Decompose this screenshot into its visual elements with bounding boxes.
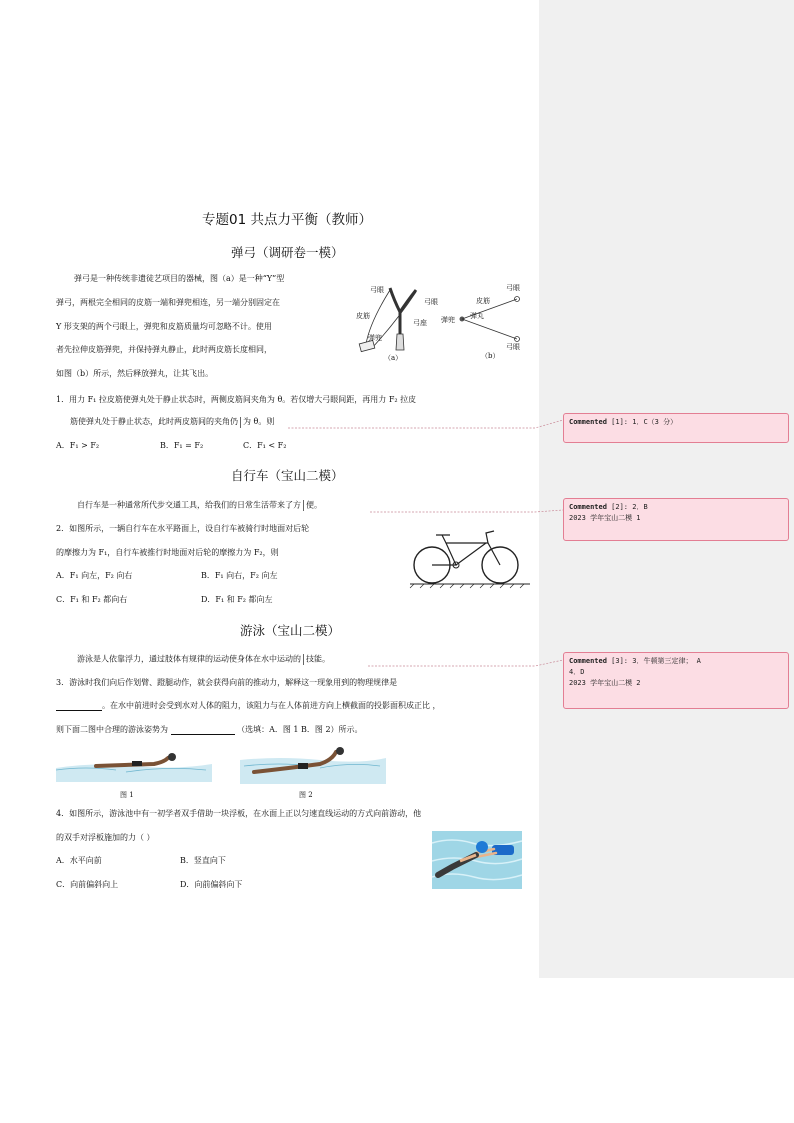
swimmer-figure-1 — [56, 748, 212, 782]
fig-label-b: （b） — [481, 352, 500, 360]
q1-option-c: C．F₁ < F₂ — [243, 441, 287, 450]
q2-option-d: D．F₁ 和 F₂ 都向左 — [201, 595, 273, 604]
question-3-line-3: 则下面二图中合理的游泳姿势为 （选填：A．图 1 B．图 2）所示。 — [56, 725, 363, 734]
connector-3 — [368, 660, 563, 666]
question-4-line-2: 的双手对浮板施加的力（ ） — [56, 833, 155, 842]
section-heading-slingshot: 弹弓（调研卷一模） — [231, 245, 344, 260]
figure-2-caption: 图 2 — [299, 791, 313, 799]
slingshot-intro-line-3: Y 形支架的两个弓眼上，弹兜和皮筋质量均可忽略不计。使用 — [56, 322, 272, 331]
q3-answer-blank-1[interactable] — [56, 700, 102, 711]
bicycle-figure — [408, 527, 532, 589]
figure-1-caption: 图 1 — [120, 791, 134, 799]
q3-answer-blank-2[interactable] — [171, 724, 235, 735]
comment-2[interactable]: Commented [2]: 2．B 2023 学年宝山二模 1 — [563, 498, 789, 541]
q4-option-c: C．向前偏斜向上 — [56, 880, 119, 889]
bike-frame — [432, 531, 500, 565]
swimming-intro: 游泳是人依靠浮力，通过肢体有规律的运动使身体在水中运动的 技能。 — [77, 654, 330, 664]
bicycle-intro: 自行车是一种通常所代步交通工具，给我们的日常生活带来了方 便。 — [77, 500, 322, 510]
q4-option-d: D．向前偏斜向下 — [180, 880, 243, 889]
question-1-line-1: 1．用力 F₁ 拉皮筋使弹丸处于静止状态时，两侧皮筋间夹角为 θ。若仅增大弓眼间距，再用力 F₂ 拉皮 — [56, 395, 417, 404]
q1-option-a: A．F₁ > F₂ — [56, 441, 100, 450]
q2-option-a: A．F₁ 向左，F₂ 向右 — [56, 571, 133, 580]
fig-label-gongzuo: 弓座 — [413, 319, 427, 327]
q4-option-b: B．竖直向下 — [180, 856, 226, 865]
fig-label-pijin-b: 皮筋 — [476, 297, 490, 305]
comment-anchor-1 — [240, 417, 241, 428]
section-heading-bicycle: 自行车（宝山二模） — [231, 468, 344, 483]
q2-option-b: B．F₁ 向右，F₂ 向左 — [201, 571, 278, 580]
fig-label-gongyan-4: 弓眼 — [506, 343, 520, 351]
connector-2 — [370, 510, 563, 512]
swimmer-figure-2 — [240, 746, 386, 784]
question-2-line-2: 的摩擦力为 F₁，自行车被推行时地面对后轮的摩擦力为 F₂，则 — [56, 548, 279, 557]
swim-cap — [476, 841, 488, 853]
question-2-line-1: 2．如图所示，一辆自行车在水平路面上，设自行车被骑行时地面对后轮 — [56, 524, 310, 533]
page-title: 专题01 共点力平衡（教师） — [202, 212, 372, 228]
q2-option-c: C．F₁ 和 F₂ 都向右 — [56, 595, 128, 604]
comment-anchor-2 — [303, 500, 304, 511]
slingshot-intro-line-1: 弹弓是一种传统非遗徒艺项目的器械，图（a）是一种“Y”型 — [74, 274, 285, 283]
slingshot-intro-line-2: 弹弓，两根完全相同的皮筋一端和弹兜相连，另一端分别固定在 — [56, 298, 280, 307]
question-3-line-1: 3．游泳时我们向后作划臂、蹬腿动作，就会获得向前的推动力，解释这一现象用到的物理规律是 — [56, 678, 398, 687]
section-heading-swimming: 游泳（宝山二模） — [240, 623, 341, 638]
fig-label-gongyan-1: 弓眼 — [370, 286, 384, 294]
question-1-line-2: 筋使弹丸处于静止状态，此时两皮筋间的夹角仍 为 θ。则 — [70, 417, 275, 426]
question-3-line-2: 。在水中前进时会受到水对人体的阻力，该阻力与在人体前进方向上横截面的投影面积成正比 ， — [56, 700, 441, 711]
q4-option-a: A．水平向前 — [56, 856, 102, 865]
fig-label-pijin-a: 皮筋 — [356, 312, 370, 320]
slingshot-intro-line-5: 如图（b）所示，然后释放弹丸，让其飞出。 — [56, 369, 214, 378]
connector-1 — [288, 420, 563, 428]
comment-1[interactable]: Commented [1]: 1．C（3 分） — [563, 413, 789, 443]
question-4-line-1: 4．如图所示，游泳池中有一初学者双手借助一块浮板，在水面上正以匀速直线运动的方式向前游动，他 — [56, 809, 422, 818]
band-b-bottom — [462, 319, 517, 339]
slingshot-intro-line-4: 者先拉伸皮筋弹兜，并保持弹丸静止，此时两皮筋长度相同， — [56, 345, 272, 354]
fig-label-gongyan-3: 弓眼 — [506, 284, 520, 292]
q1-option-b: B．F₁ = F₂ — [160, 441, 204, 450]
fig-label-dandou-b: 弹兜 — [441, 316, 455, 324]
comment-anchor-3 — [303, 654, 304, 665]
kickboard-swimmer-figure — [432, 831, 522, 889]
fig-label-danwan: 弹丸 — [470, 312, 484, 320]
fig-label-gongyan-2: 弓眼 — [424, 298, 438, 306]
fig-label-dandou-a: 弹兜 — [368, 334, 382, 342]
fig-label-a: （a） — [384, 354, 403, 362]
comment-3[interactable]: Commented [3]: 3．牛顿第三定律； A 4．D 2023 学年宝山二模 2 — [563, 652, 789, 709]
